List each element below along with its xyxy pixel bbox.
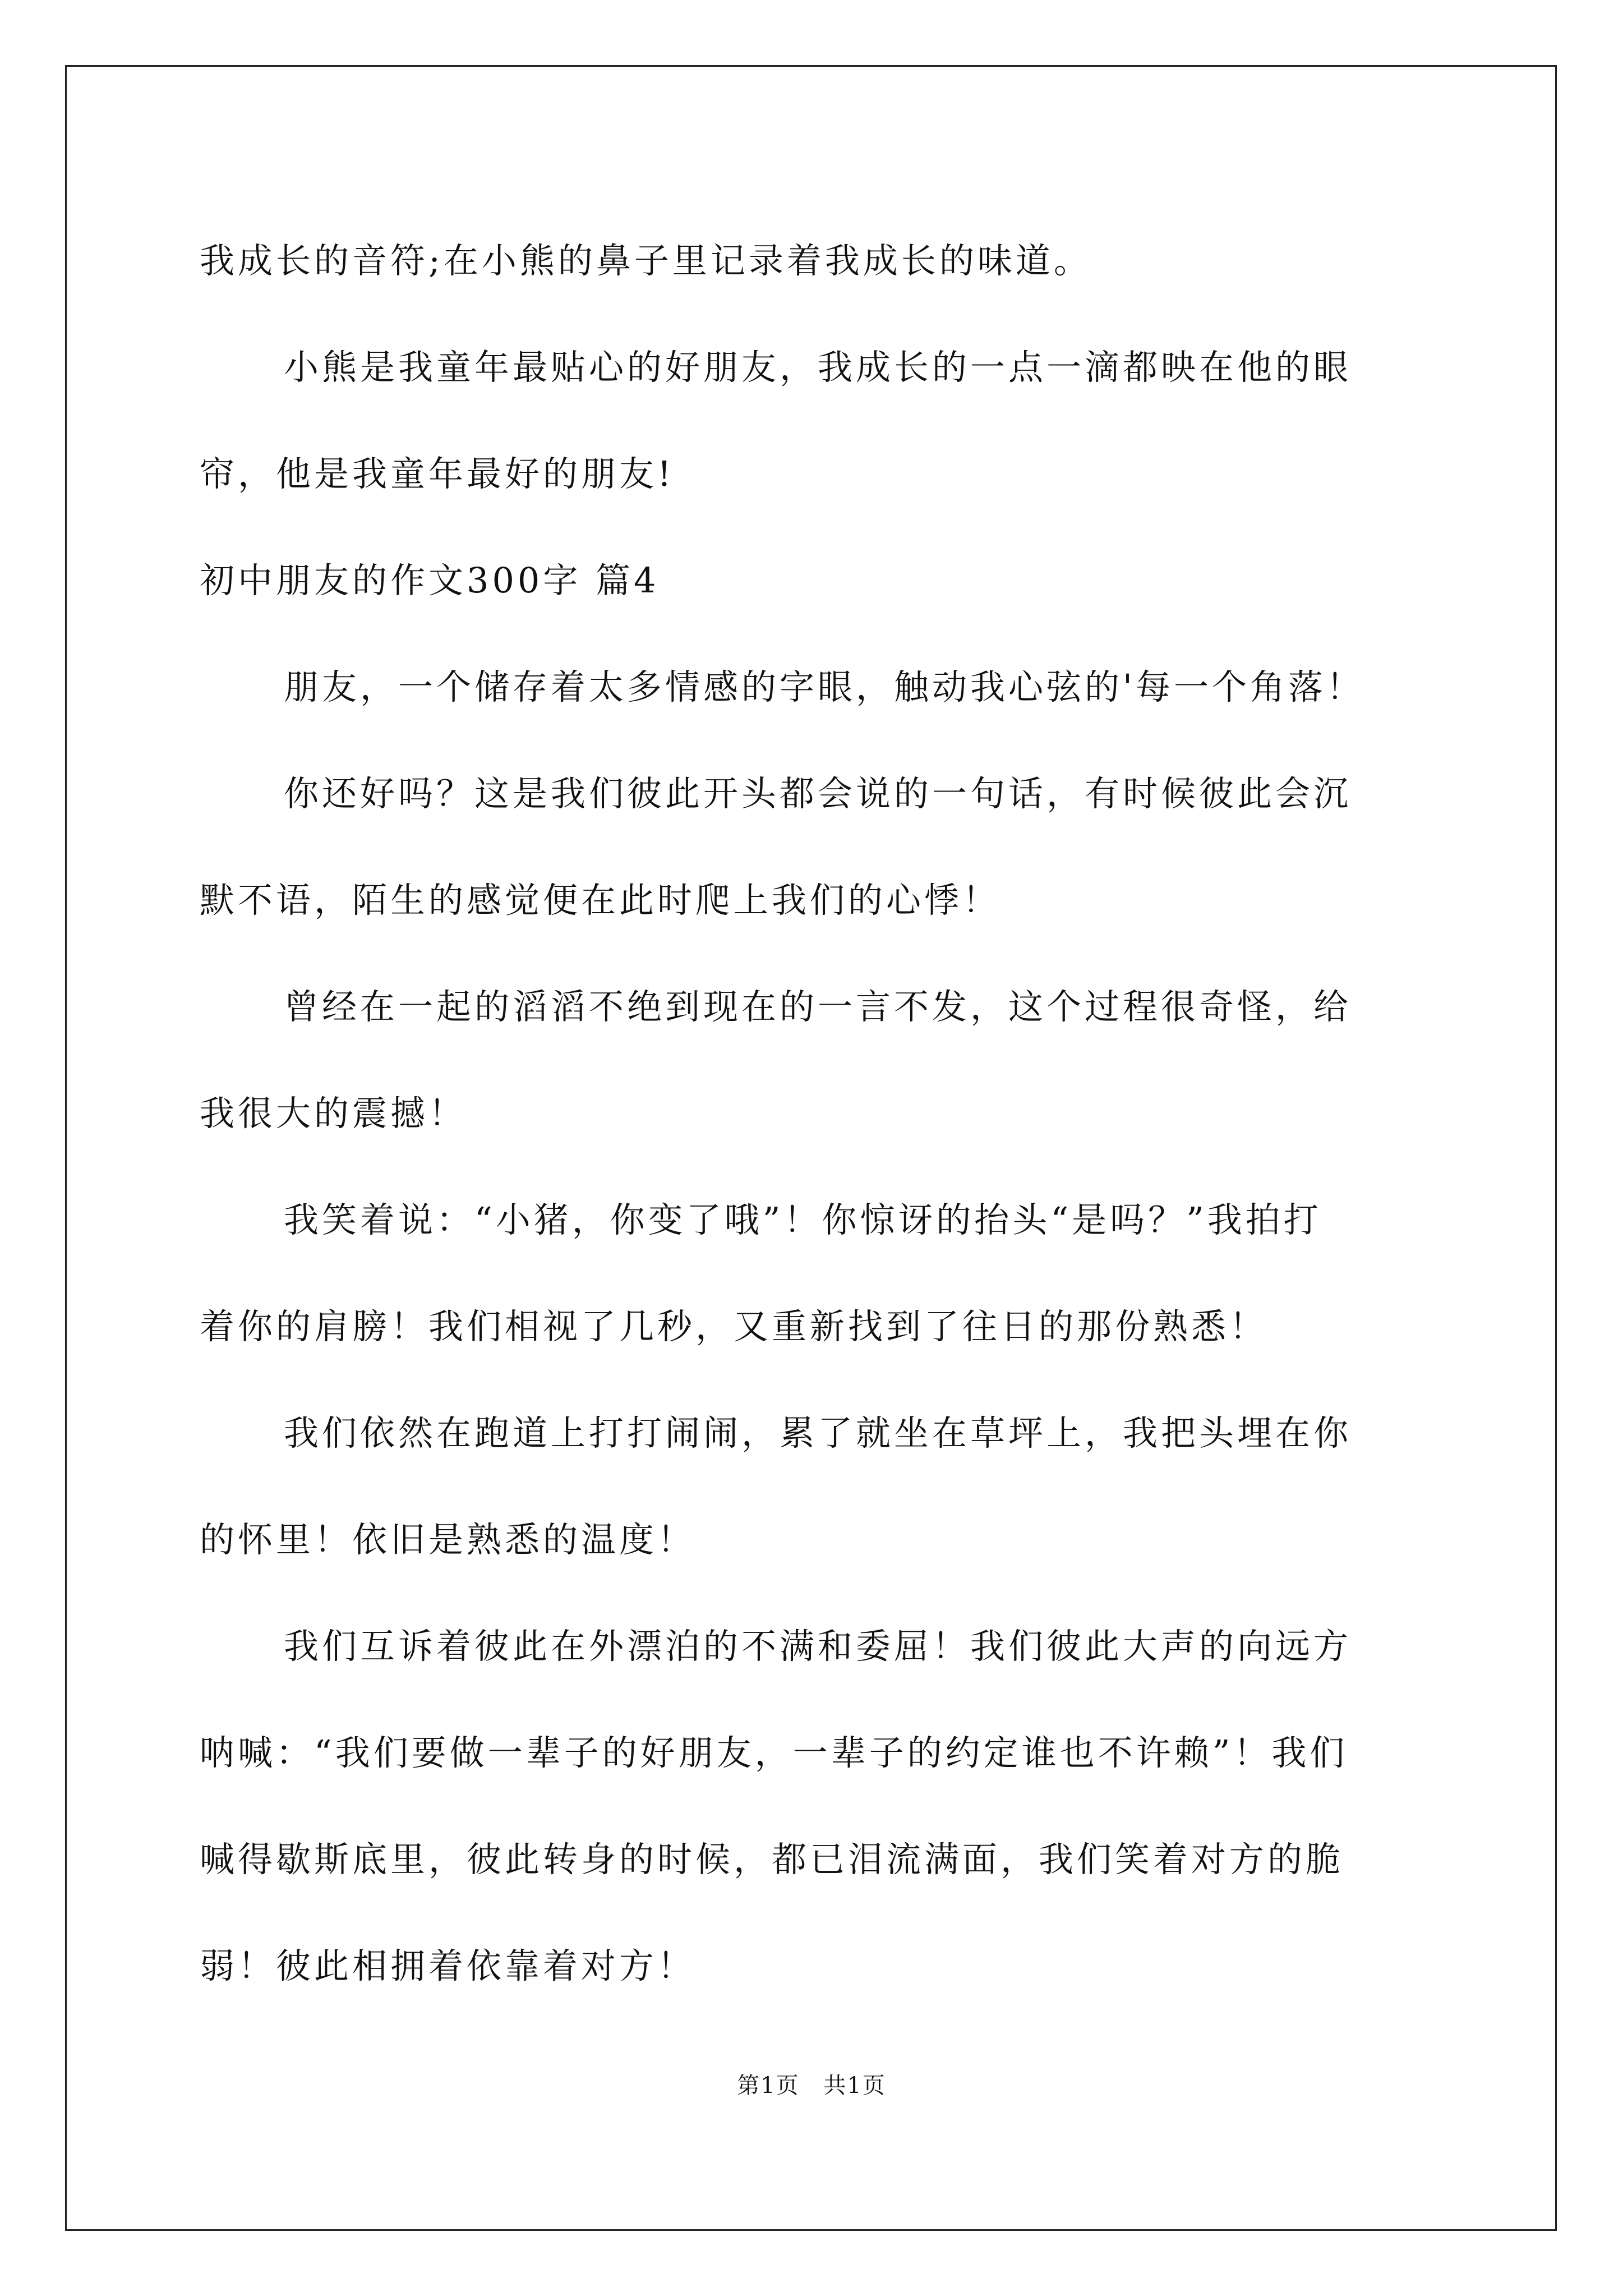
page-total: 共1页 <box>823 2073 886 2099</box>
text-line: 呐喊：“我们要做一辈子的好朋友，一辈子的约定谁也不许赖”！我们 <box>200 1732 1348 1773</box>
text-line: 帘，他是我童年最好的朋友! <box>200 453 675 494</box>
text-line: 朋友，一个储存着太多情感的字眼，触动我心弦的'每一个角落！ <box>284 666 1365 707</box>
text-line: 我成长的音符;在小熊的鼻子里记录着我成长的味道。 <box>200 240 1092 281</box>
text-line: 你还好吗？这是我们彼此开头都会说的一句话，有时候彼此会沉 <box>284 773 1352 814</box>
text-line: 曾经在一起的滔滔不绝到现在的一言不发，这个过程很奇怪，给 <box>284 986 1352 1027</box>
text-line: 我笑着说：“小猪，你变了哦”！你惊讶的抬头“是吗？”我拍打 <box>284 1199 1322 1240</box>
document-body <box>200 208 1456 2019</box>
text-line: 的怀里！依旧是熟悉的温度！ <box>200 1519 696 1560</box>
text-line: 默不语，陌生的感觉便在此时爬上我们的心悸！ <box>200 880 1001 921</box>
page-number: 第1页 <box>737 2073 800 2099</box>
text-line: 喊得歇斯底里，彼此转身的时候，都已泪流满面，我们笑着对方的脆 <box>200 1839 1344 1880</box>
text-line: 弱！彼此相拥着依靠着对方！ <box>200 1945 696 1986</box>
page-footer <box>0 2069 1623 2102</box>
text-line: 小熊是我童年最贴心的好朋友，我成长的一点一滴都映在他的眼 <box>284 347 1352 388</box>
section-heading: 初中朋友的作文300字 篇4 <box>200 560 660 601</box>
text-line: 我们依然在跑道上打打闹闹，累了就坐在草坪上，我把头埋在你 <box>284 1412 1352 1453</box>
text-line: 着你的肩膀！我们相视了几秒，又重新找到了往日的那份熟悉！ <box>200 1306 1268 1347</box>
text-line: 我很大的震撼！ <box>200 1093 467 1134</box>
text-line: 我们互诉着彼此在外漂泊的不满和委屈！我们彼此大声的向远方 <box>284 1626 1352 1667</box>
